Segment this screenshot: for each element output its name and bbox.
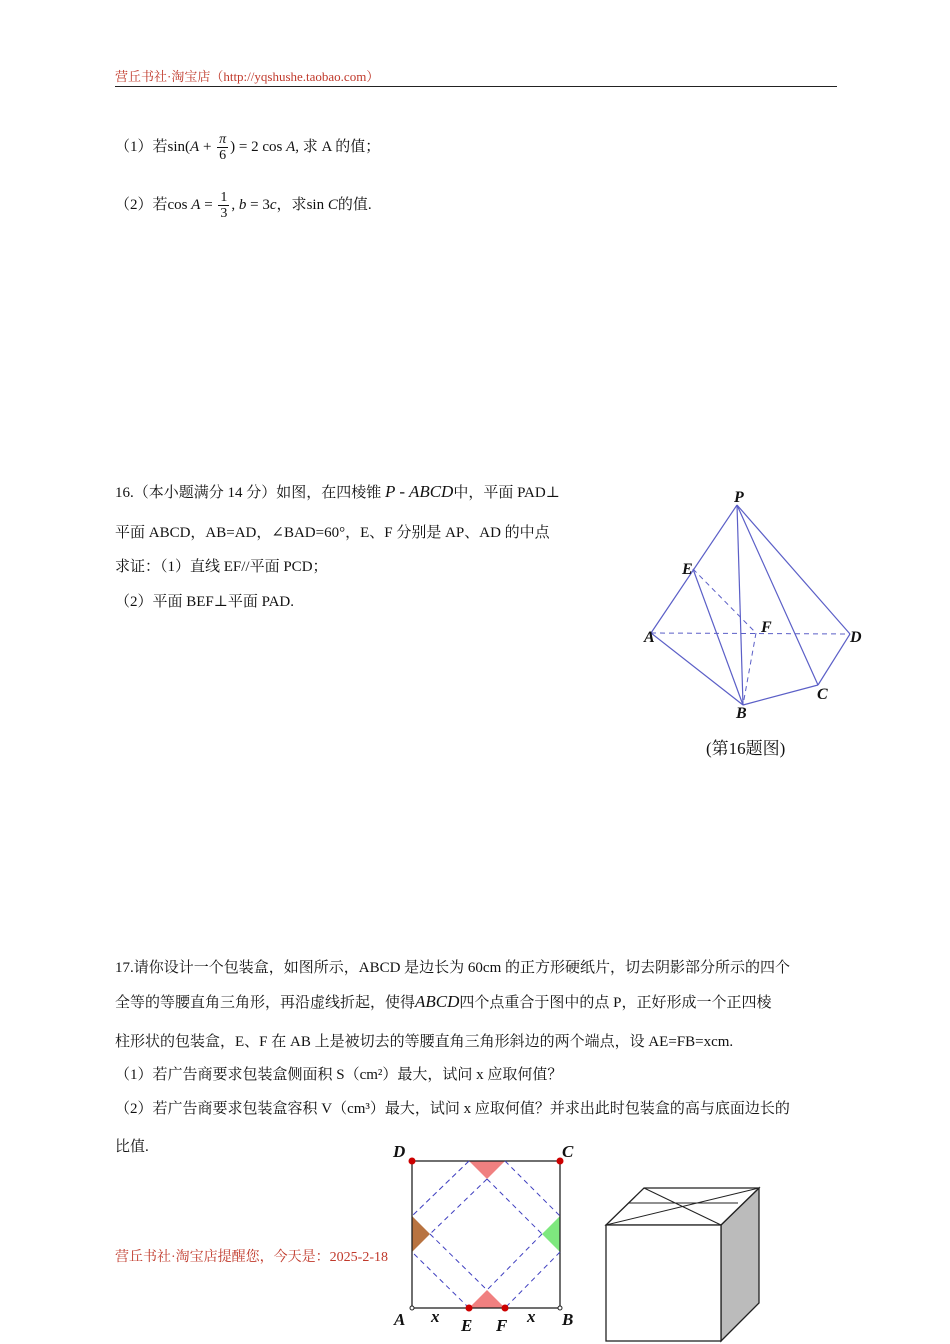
q15-p2-A: A	[191, 196, 201, 213]
q15-p1-plus: +	[199, 138, 216, 155]
label-A17: A	[394, 1310, 406, 1329]
label-x2: x	[527, 1307, 536, 1326]
label-E17: E	[461, 1316, 473, 1335]
q15-p2-frac-num: 1	[220, 190, 228, 205]
point-D	[409, 1158, 416, 1165]
q17-box-figure	[598, 1185, 763, 1344]
point-F	[502, 1305, 509, 1312]
q15-part1	[115, 132, 380, 163]
label-E: E	[682, 561, 693, 578]
page-header	[115, 66, 837, 87]
q15-p2-pre: （2）若	[115, 196, 168, 213]
label-P: P	[734, 489, 744, 506]
q16-line4: （2）平面 BEF⊥平面 PAD.	[115, 594, 294, 610]
q15-p2-c: c	[269, 196, 277, 213]
q15-part2	[115, 190, 372, 221]
point-A	[410, 1306, 414, 1310]
q15-p2-frac	[218, 190, 229, 221]
square-ABCD	[412, 1161, 560, 1308]
q16-pyramid-figure	[630, 480, 880, 730]
q15-p1-frac-den: 6	[219, 148, 227, 163]
dashed-FB	[743, 633, 756, 705]
segment-EB	[693, 569, 743, 705]
q16-line1-pre: 16.（本小题满分 14 分）如图，在四棱锥	[115, 485, 382, 501]
header-text: 营丘书社·淘宝店（http://yqshushe.taobao.com）	[115, 69, 380, 84]
q17-line1: 17.请你设计一个包装盒，如图所示，ABCD 是边长为 60cm 的正方形硬纸片，切去阴影部分所示的四个	[115, 960, 791, 976]
q17-line6: 比值.	[115, 1139, 149, 1155]
dash-8	[430, 1234, 487, 1290]
dash-7	[487, 1234, 542, 1290]
q15-p2-cos: cos	[167, 196, 192, 213]
q17-line2-abcd: ABCD	[415, 992, 460, 1011]
q16-line2: 平面 ABCD，AB=AD，∠BAD=60°，E、F 分别是 AP、AD 的中点	[115, 525, 550, 541]
label-B17: B	[562, 1310, 574, 1329]
dash-3	[505, 1252, 560, 1308]
edge-PC	[737, 505, 818, 685]
q15-p2-post2: 的值.	[337, 196, 372, 213]
label-A: A	[644, 629, 655, 646]
box-front-face	[606, 1225, 721, 1341]
q17-line2	[115, 991, 772, 1012]
edge-PD	[737, 505, 850, 634]
q17-line5: （2）若广告商要求包装盒容积 V（cm³）最大，试问 x 应取何值？并求出此时包装盒的高与底面边长的	[115, 1101, 790, 1117]
q16-line3: 求证：（1）直线 EF//平面 PCD；	[115, 559, 328, 575]
label-D: D	[850, 629, 862, 646]
label-C17: C	[562, 1142, 574, 1161]
q15-p2-frac-den: 3	[220, 206, 228, 221]
q17-square-figure	[385, 1135, 595, 1344]
dashed-AD	[651, 633, 850, 634]
label-C: C	[817, 686, 828, 703]
q15-p1-frac-num: π	[219, 132, 227, 147]
dashed-EF	[693, 569, 756, 633]
q15-p1-post: , 求 A 的值；	[295, 138, 381, 155]
top-cut-triangle	[469, 1161, 505, 1179]
q15-p1-frac	[217, 132, 228, 163]
q15-p2-eq: =	[200, 196, 217, 213]
q15-p1-sin: sin(	[167, 138, 191, 155]
q16-pyramid: P - ABCD	[385, 482, 454, 501]
label-F17: F	[496, 1316, 508, 1335]
bottom-cut-triangle	[469, 1290, 505, 1308]
q15-p2-mid: ,	[231, 196, 239, 213]
q15-p2-sin: sin	[306, 196, 328, 213]
point-E	[466, 1305, 473, 1312]
dash-2	[505, 1161, 560, 1216]
q17-line4: （1）若广告商要求包装盒侧面积 S（cm²）最大，试问 x 应取何值？	[115, 1067, 563, 1083]
label-x1: x	[431, 1307, 440, 1326]
dash-4	[412, 1252, 469, 1308]
label-B: B	[736, 705, 747, 722]
q15-p2-C: C	[327, 196, 338, 213]
q17-line2-pre: 全等的等腰直角三角形，再沿虚线折起，使得	[115, 995, 416, 1011]
q15-p1-A2: A	[286, 138, 296, 155]
q16-line1-post: 中，平面 PAD⊥	[453, 485, 560, 501]
q15-p1-pre: （1）若	[115, 138, 168, 155]
q15-p2-b: b	[238, 196, 247, 213]
dash-1	[412, 1161, 469, 1216]
q17-line2-post: 四个点重合于图中的点 P，正好形成一个正四棱	[459, 995, 772, 1011]
edge-BC	[743, 685, 818, 705]
right-cut-triangle	[542, 1216, 560, 1252]
label-D17: D	[393, 1142, 406, 1161]
q15-p1-A: A	[190, 138, 200, 155]
q15-p2-post1: ，求	[276, 196, 307, 213]
dash-6	[487, 1179, 542, 1234]
q15-p1-mid: ) = 2 cos	[230, 138, 287, 155]
q17-line3: 柱形状的包装盒，E、F 在 AB 上是被切去的等腰直角三角形斜边的两个端点，设 AE=FB=xcm.	[115, 1034, 734, 1050]
q15-p2-eq2: = 3	[246, 196, 270, 213]
page-footer: 营丘书社·淘宝店提醒您，今天是：2025-2-18	[115, 1250, 388, 1265]
q16-figure-caption: (第16题图)	[706, 739, 786, 758]
q16-line1	[115, 481, 560, 502]
dash-5	[430, 1179, 487, 1234]
edge-PB	[737, 505, 743, 705]
edge-CD	[818, 634, 850, 685]
left-cut-triangle	[412, 1216, 430, 1252]
label-F: F	[761, 619, 772, 636]
edge-PA	[651, 505, 737, 633]
